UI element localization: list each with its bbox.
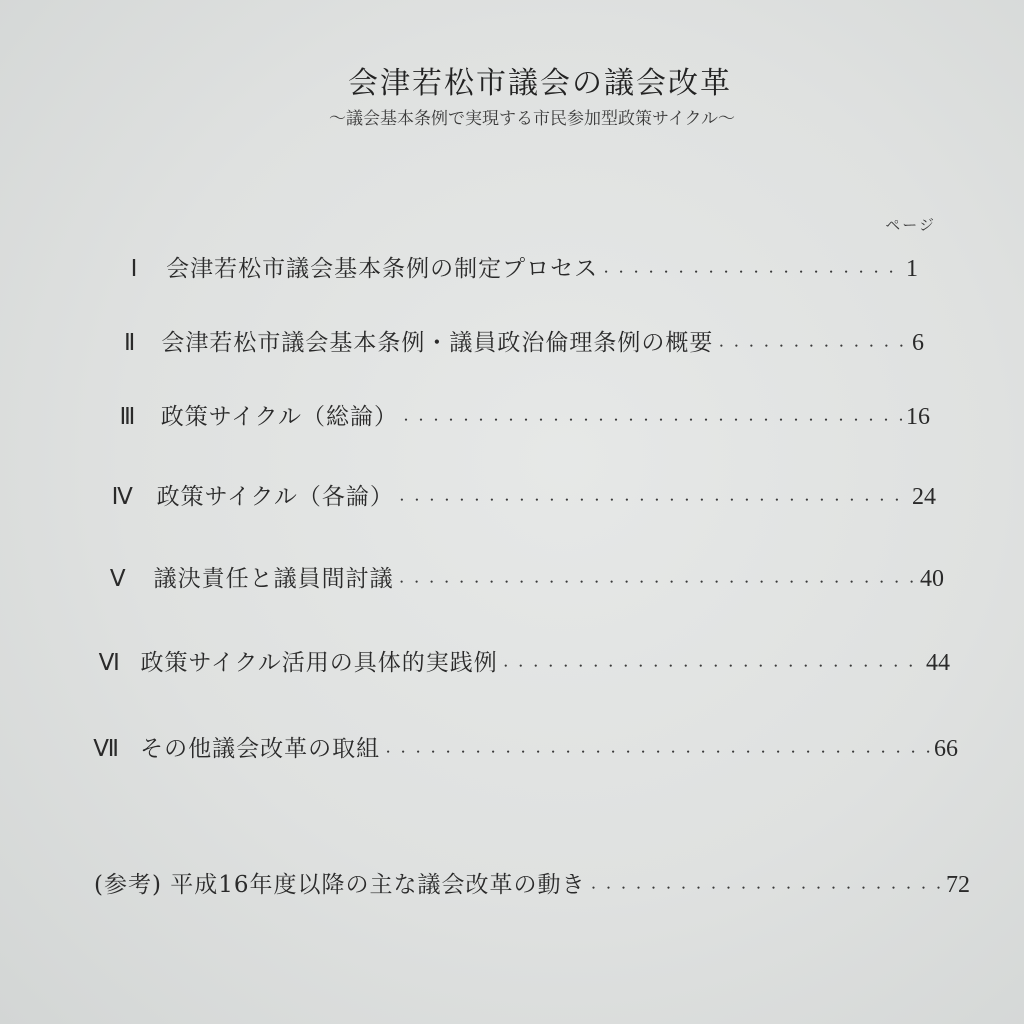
toc-number: Ⅱ [124, 330, 136, 355]
toc-number: Ⅲ [119, 404, 136, 429]
toc-number: Ⅵ [98, 650, 120, 675]
document-subtitle: ～議会基本条例で実現する市民参加型政策サイクル～ [329, 109, 735, 129]
toc-row-2 [124, 324, 924, 357]
toc-page-number: 72 [946, 872, 970, 898]
toc-title: その他議会改革の取組 [140, 736, 381, 762]
toc-row-7 [90, 730, 958, 763]
toc-number: Ⅰ [130, 256, 138, 281]
toc-leader-dots [713, 330, 908, 356]
toc-row-3 [116, 398, 930, 431]
toc-title: 政策サイクル活用の具体的実践例 [140, 650, 498, 676]
toc-row-5 [106, 560, 944, 593]
toc-leader-dots [380, 736, 930, 762]
toc-number: Ⅶ [93, 736, 119, 761]
toc-title: 政策サイクル（各論） [156, 484, 394, 510]
toc-number: Ⅳ [111, 484, 133, 509]
toc-leader-dots [586, 872, 942, 898]
toc-row-reference [94, 866, 970, 899]
toc-row-1 [128, 250, 918, 283]
toc-page-number: 24 [912, 484, 936, 510]
toc-page-number: 1 [906, 256, 918, 282]
toc-leader-dots [398, 404, 902, 430]
toc-leader-dots [598, 256, 902, 282]
toc-leader-dots [394, 566, 916, 592]
page-column-label: ページ [885, 216, 936, 234]
toc-leader-dots [498, 650, 922, 676]
toc-page-number: 16 [906, 404, 930, 430]
toc-number: Ⅴ [109, 566, 126, 591]
toc-leader-dots [394, 484, 908, 510]
toc-title: 会津若松市議会基本条例・議員政治倫理条例の概要 [161, 330, 714, 356]
toc-row-4 [110, 478, 936, 511]
toc-page-number: 40 [920, 566, 944, 592]
toc-title: 会津若松市議会基本条例の制定プロセス [166, 256, 599, 282]
toc-title: (参考) 平成16年度以降の主な議会改革の動き [94, 872, 586, 898]
toc-page-number: 66 [934, 736, 958, 762]
toc-title: 政策サイクル（総論） [160, 404, 398, 430]
toc-row-6 [98, 644, 950, 677]
toc-page-number: 44 [926, 650, 950, 676]
document-title: 会津若松市議会の議会改革 [348, 66, 732, 101]
toc-page-number: 6 [912, 330, 924, 356]
toc-title: 議決責任と議員間討議 [153, 566, 394, 592]
